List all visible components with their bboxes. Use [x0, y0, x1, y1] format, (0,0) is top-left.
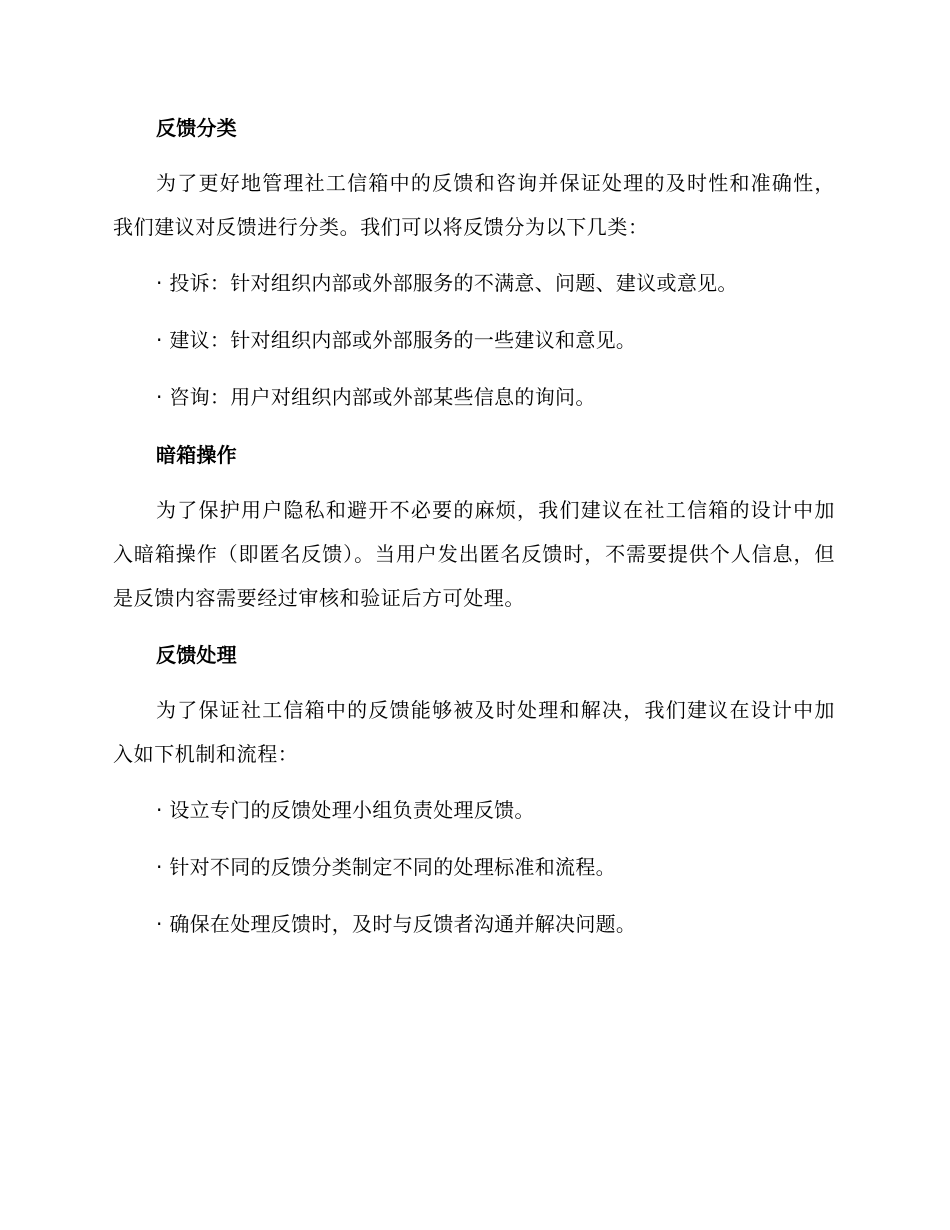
- bullet-item: · 针对不同的反馈分类制定不同的处理标准和流程。: [156, 855, 616, 879]
- section-heading: 暗箱操作: [156, 443, 237, 467]
- bullet-item: · 确保在处理反馈时，及时与反馈者沟通并解决问题。: [156, 912, 637, 936]
- bullet-item: · 建议：针对组织内部或外部服务的一些建议和意见。: [156, 328, 637, 352]
- document-content: [113, 105, 835, 959]
- section-anonymous-operation: [113, 432, 835, 620]
- section-heading: 反馈分类: [156, 116, 237, 140]
- bullet-item: · 设立专门的反馈处理小组负责处理反馈。: [156, 798, 535, 822]
- section-paragraph: 为了保护用户隐私和避开不必要的麻烦，我们建议在社工信箱的设计中加入暗箱操作（即匿名反馈）。当用户发出匿名反馈时，不需要提供个人信息，但是反馈内容需要经过审核和验证后方可处理。: [113, 498, 835, 610]
- bullet-item: · 咨询：用户对组织内部或外部某些信息的询问。: [156, 385, 596, 409]
- section-paragraph: 为了更好地管理社工信箱中的反馈和咨询并保证处理的及时性和准确性，我们建议对反馈进行分类。我们可以将反馈分为以下几类：: [113, 171, 835, 239]
- section-feedback-handling: [113, 632, 835, 946]
- section-feedback-classification: [113, 105, 835, 419]
- section-heading: 反馈处理: [156, 643, 237, 667]
- section-paragraph: 为了保证社工信箱中的反馈能够被及时处理和解决，我们建议在设计中加入如下机制和流程：: [113, 698, 835, 766]
- bullet-item: · 投诉：针对组织内部或外部服务的不满意、问题、建议或意见。: [156, 271, 738, 295]
